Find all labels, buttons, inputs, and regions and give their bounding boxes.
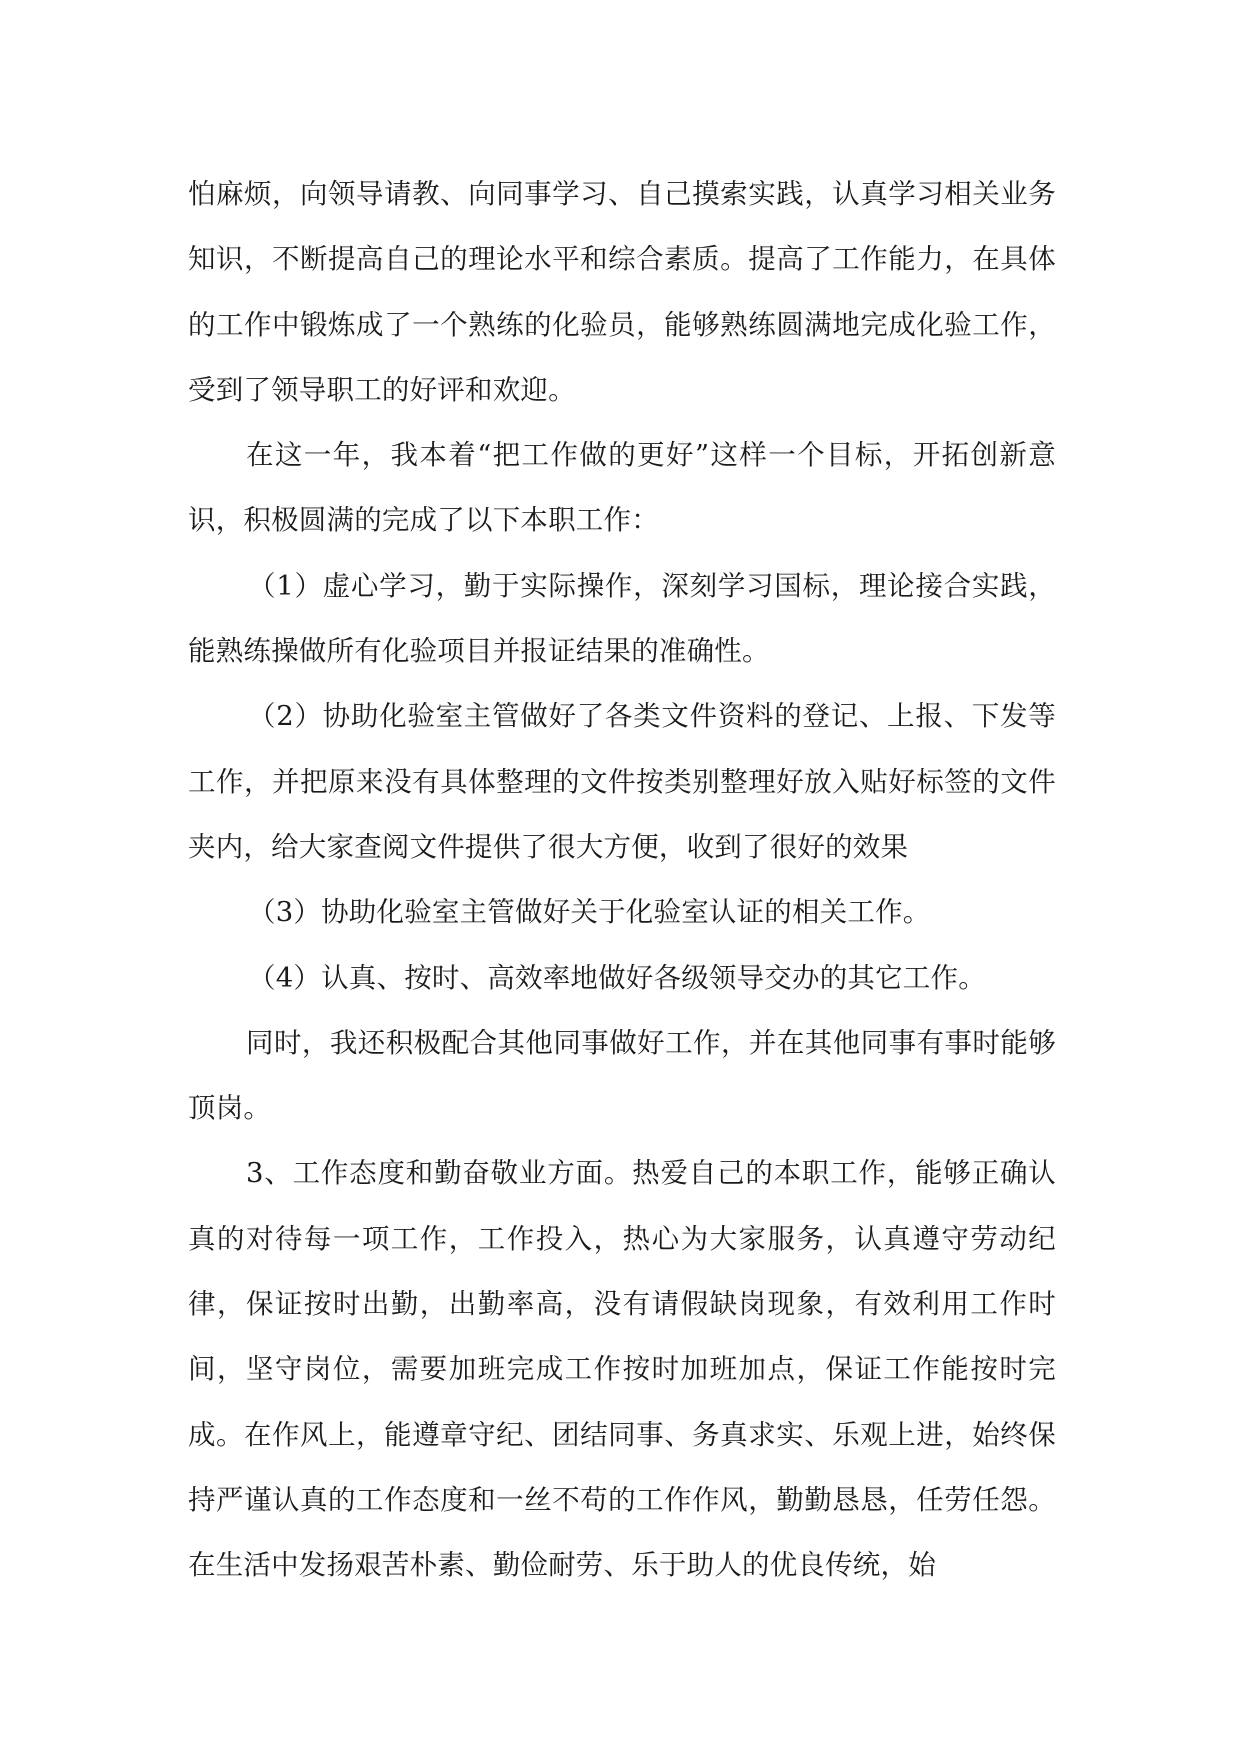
document-body (188, 162, 1056, 1599)
paragraph-work-attitude: 3、工作态度和勤奋敬业方面。热爱自己的本职工作，能够正确认真的对待每一项工作，工作投入，热心为大家服务，认真遵守劳动纪律，保证按时出勤，出勤率高，没有请假缺岗现象，有效利用工作时间，坚守岗位，需要加班完成工作按时加班加点，保证工作能按时完成。在作风上，能遵章守纪、团结同事、务真求实、乐观上进，始终保持严谨认真的工作态度和一丝不苟的工作作风，勤勤恳恳，任劳任怨。在生活中发扬艰苦朴素、勤俭耐劳、乐于助人的优良传统，始 (188, 1157, 1056, 1582)
paragraph-cooperation: 同时，我还积极配合其他同事做好工作，并在其他同事有事时能够顶岗。 (188, 1026, 1056, 1125)
paragraph-item-1: （1）虚心学习，勤于实际操作，深刻学习国标，理论接合实践，能熟练操做所有化验项目并报证结果的准确性。 (188, 569, 1056, 668)
paragraph-continuation: 怕麻烦，向领导请教、向同事学习、自己摸索实践，认真学习相关业务知识，不断提高自己的理论水平和综合素质。提高了工作能力，在具体的工作中锻炼成了一个熟练的化验员，能够熟练圆满地完成化验工作，受到了领导职工的好评和欢迎。 (188, 178, 1056, 406)
paragraph-year-goal: 在这一年，我本着“把工作做的更好”这样一个目标，开拓创新意识，积极圆满的完成了以下本职工作： (188, 439, 1056, 537)
paragraph-item-3: （3）协助化验室主管做好关于化验室认证的相关工作。 (248, 896, 931, 929)
paragraph-item-4: （4）认真、按时、高效率地做好各级领导交办的其它工作。 (248, 961, 986, 994)
paragraph-item-2: （2）协助化验室主管做好了各类文件资料的登记、上报、下发等工作，并把原来没有具体整理的文件按类别整理好放入贴好标签的文件夹内，给大家查阅文件提供了很大方便，收到了很好的效果 (188, 700, 1056, 863)
